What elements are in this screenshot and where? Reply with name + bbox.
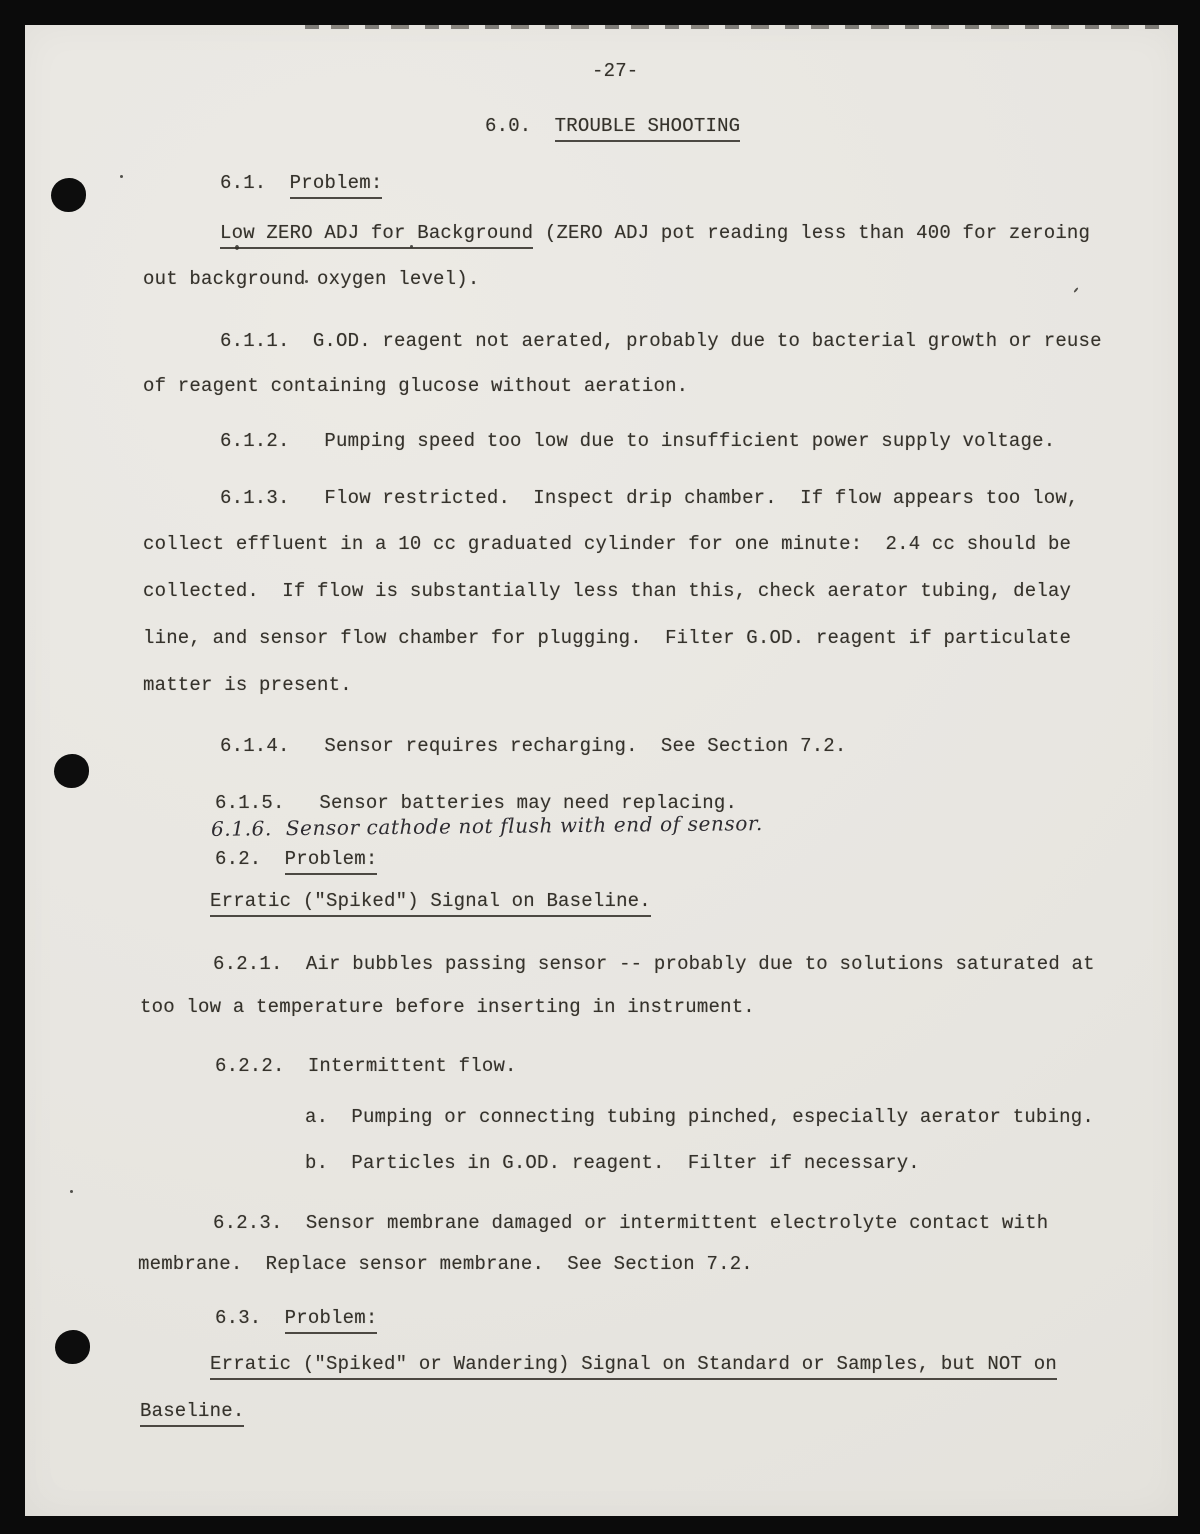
heading-6-1-num: 6.1. [220,172,267,194]
problem-6-3-title-line1 [210,1353,1057,1375]
problem-6-3-title-line2 [140,1400,244,1422]
scan-speck [70,1190,73,1193]
punch-hole [55,1330,90,1364]
handwritten-note-6-1-6: 6.1.6. Sensor cathode not flush with end of sensor. [210,811,763,841]
page-number: -27- [592,60,639,82]
para-6-2-3-line1: 6.2.3. Sensor membrane damaged or intermittent electrolyte contact with [213,1212,1049,1234]
para-6-2-2-item-b: b. Particles in G.OD. reagent. Filter if necessary. [305,1152,920,1174]
para-6-1-3-line5: matter is present. [143,674,352,696]
heading-6-1-label: Problem: [290,172,383,199]
para-6-1-2: 6.1.2. Pumping speed too low due to insufficient power supply voltage. [220,430,1056,452]
scan-speck [120,175,123,178]
section-heading [485,115,740,137]
heading-6-3-label: Problem: [285,1307,378,1334]
para-6-2-3-line2: membrane. Replace sensor membrane. See Section 7.2. [138,1253,753,1275]
para-6-1-5: 6.1.5. Sensor batteries may need replacing. [215,792,738,814]
problem-6-3-title-line2-underlined: Baseline. [140,1400,244,1427]
heading-6-3 [215,1307,377,1329]
problem-6-1-title-underlined: Low ZERO ADJ for Background [220,222,533,249]
para-6-2-1-line1: 6.2.1. Air bubbles passing sensor -- probably due to solutions saturated at [213,953,1095,975]
para-6-1-4: 6.1.4. Sensor requires recharging. See Section 7.2. [220,735,847,757]
para-6-2-2: 6.2.2. Intermittent flow. [215,1055,517,1077]
punch-hole [54,754,89,788]
heading-6-1 [220,172,382,194]
para-6-1-3-line4: line, and sensor flow chamber for plugging. Filter G.OD. reagent if particulate [143,627,1072,649]
heading-6-2-num: 6.2. [215,848,262,870]
problem-6-2-title [210,890,651,912]
scan-edge-smudge [305,25,1165,29]
heading-6-2 [215,848,377,870]
problem-6-2-title-underlined: Erratic ("Spiked") Signal on Baseline. [210,890,651,917]
para-6-1-3-line3: collected. If flow is substantially less than this, check aerator tubing, delay [143,580,1072,602]
section-heading-num: 6.0. [485,115,532,137]
problem-6-3-title-line1-underlined: Erratic ("Spiked" or Wandering) Signal on Standard or Samples, but NOT on [210,1353,1057,1380]
heading-6-2-label: Problem: [285,848,378,875]
para-6-1-3-line1: 6.1.3. Flow restricted. Inspect drip chamber. If flow appears too low, [220,487,1079,509]
para-6-2-2-item-a: a. Pumping or connecting tubing pinched, especially aerator tubing. [305,1106,1094,1128]
problem-6-1-title-line1 [220,222,1090,244]
problem-6-1-title-rest: (ZERO ADJ pot reading less than 400 for zeroing [533,222,1091,244]
problem-6-1-title-line2: out background oxygen level). [143,268,480,290]
document-page [25,25,1178,1516]
punch-hole [51,178,86,212]
section-heading-title: TROUBLE SHOOTING [555,115,741,142]
para-6-2-1-line2: too low a temperature before inserting in instrument. [140,996,755,1018]
scan-speck [1073,287,1078,293]
heading-6-3-num: 6.3. [215,1307,262,1329]
para-6-1-1-line1: 6.1.1. G.OD. reagent not aerated, probably due to bacterial growth or reuse [220,330,1102,352]
para-6-1-3-line2: collect effluent in a 10 cc graduated cylinder for one minute: 2.4 cc should be [143,533,1072,555]
para-6-1-1-line2: of reagent containing glucose without aeration. [143,375,689,397]
